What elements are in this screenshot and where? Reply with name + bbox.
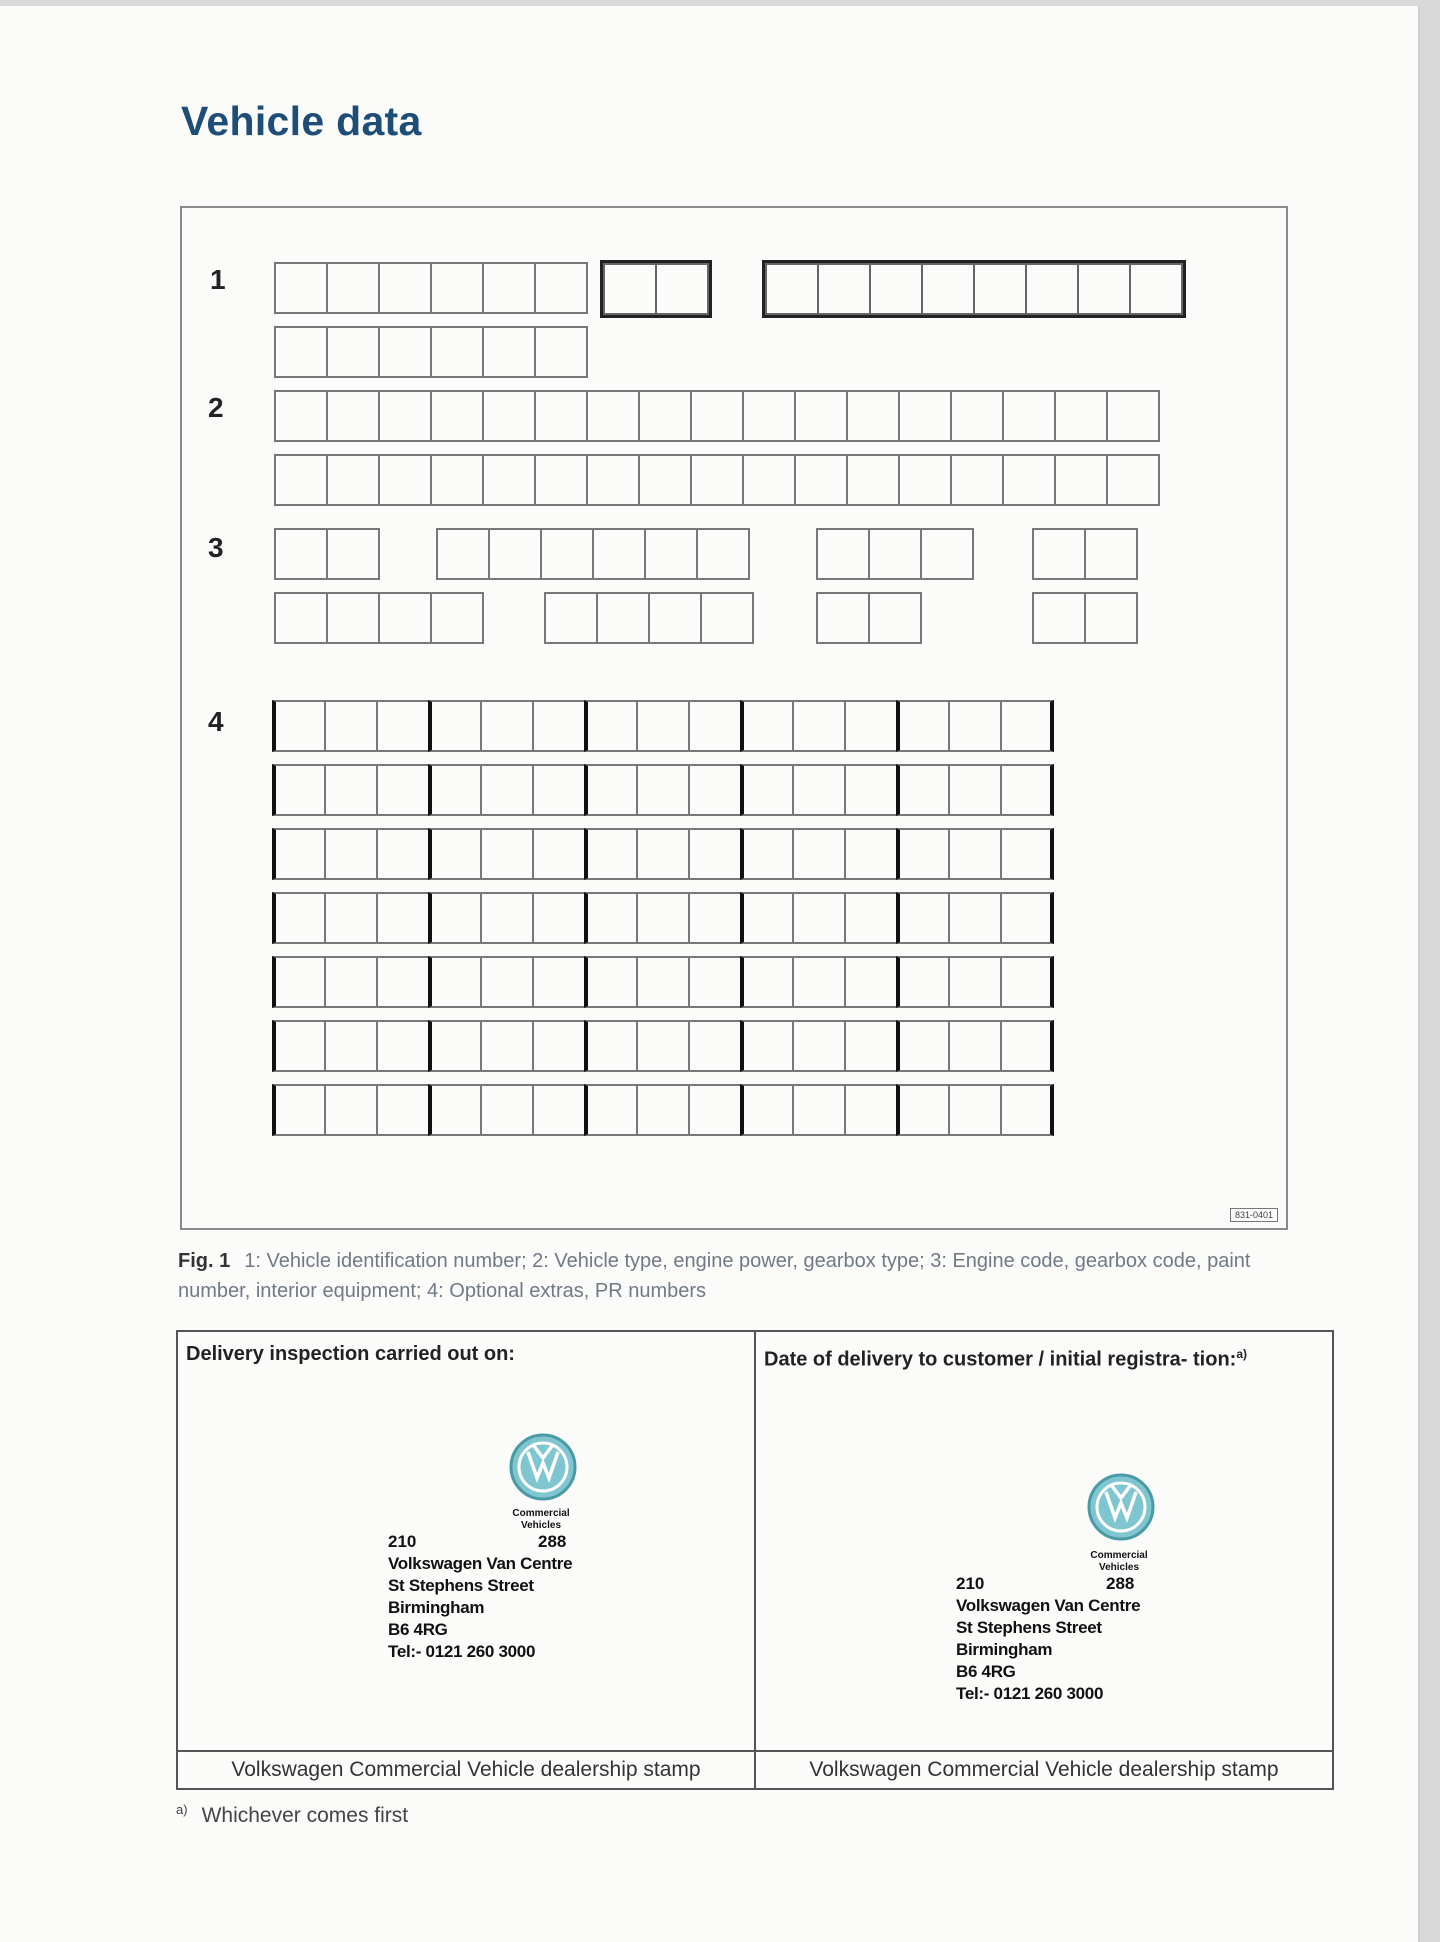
pr-number-box[interactable]: [792, 892, 846, 944]
vehicle-type-box[interactable]: [586, 390, 640, 442]
pr-number-box[interactable]: [376, 892, 430, 944]
pr-number-box[interactable]: [376, 828, 430, 880]
pr-number-box[interactable]: [532, 1084, 586, 1136]
vin-box[interactable]: [482, 326, 536, 378]
delivery-stamp-table: [176, 1330, 1334, 1790]
code-box[interactable]: [816, 528, 870, 580]
vehicle-type-box[interactable]: [1002, 390, 1056, 442]
pr-number-row: [274, 764, 1054, 816]
vehicle-type-box[interactable]: [742, 390, 796, 442]
paint-number-boxes-b: [816, 592, 922, 644]
vin-box[interactable]: [274, 262, 328, 314]
vehicle-type-box[interactable]: [846, 454, 900, 506]
vin-box[interactable]: [430, 262, 484, 314]
vin-boxes-group-d: [274, 326, 588, 378]
pr-number-box[interactable]: [844, 1020, 898, 1072]
engine-code-boxes: [274, 528, 380, 580]
pr-number-box[interactable]: [272, 892, 326, 944]
pr-number-box[interactable]: [480, 1020, 534, 1072]
footnote-marker: a): [176, 1802, 188, 1817]
vehicle-type-box[interactable]: [742, 454, 796, 506]
stamp-code-left: 210: [388, 1532, 417, 1551]
code-box[interactable]: [1084, 528, 1138, 580]
row-number-1: 1: [210, 264, 226, 295]
pr-number-box[interactable]: [844, 764, 898, 816]
pr-number-box[interactable]: [688, 764, 742, 816]
code-box[interactable]: [540, 528, 594, 580]
pr-number-box[interactable]: [428, 1084, 482, 1136]
vin-box[interactable]: [274, 326, 328, 378]
pr-number-box[interactable]: [896, 1020, 950, 1072]
vehicle-type-box[interactable]: [586, 454, 640, 506]
pr-number-box[interactable]: [1000, 1084, 1054, 1136]
interior-equipment-boxes-b: [1032, 592, 1138, 644]
pr-number-box[interactable]: [896, 956, 950, 1008]
pr-number-box[interactable]: [740, 1084, 794, 1136]
gearbox-code-boxes-a: [436, 528, 750, 580]
pr-number-box[interactable]: [636, 828, 690, 880]
pr-number-box[interactable]: [1000, 828, 1054, 880]
code-box[interactable]: [920, 528, 974, 580]
pr-number-box[interactable]: [844, 828, 898, 880]
pr-number-box[interactable]: [480, 700, 534, 752]
vehicle-type-box[interactable]: [378, 390, 432, 442]
stamp-postcode: B6 4RG: [956, 1662, 1016, 1681]
vin-box[interactable]: [326, 326, 380, 378]
pr-number-box[interactable]: [428, 892, 482, 944]
pr-number-box[interactable]: [636, 1020, 690, 1072]
pr-number-box[interactable]: [272, 764, 326, 816]
vehicle-type-box[interactable]: [1106, 454, 1160, 506]
dealership-stamp-label: Volkswagen Commercial Vehicle dealership stamp: [756, 1750, 1332, 1788]
pr-number-box[interactable]: [532, 1020, 586, 1072]
pr-number-box[interactable]: [740, 1020, 794, 1072]
vehicle-type-box[interactable]: [274, 454, 328, 506]
code-box[interactable]: [592, 528, 646, 580]
stamp-code-left: 210: [956, 1574, 985, 1593]
vin-box[interactable]: [430, 326, 484, 378]
delivery-inspection-heading: Delivery inspection carried out on:: [186, 1343, 515, 1365]
code-box[interactable]: [544, 592, 598, 644]
footnote-marker: a): [1236, 1347, 1247, 1361]
delivery-date-heading-text: Date of delivery to customer / initial registra- tion:: [764, 1348, 1237, 1371]
pr-number-box[interactable]: [324, 956, 378, 1008]
code-box[interactable]: [274, 592, 328, 644]
interior-equipment-boxes-a: [1032, 528, 1138, 580]
pr-number-box[interactable]: [688, 1084, 742, 1136]
stamp-dealer-name: Volkswagen Van Centre: [956, 1596, 1141, 1615]
footnote: [176, 1802, 408, 1828]
pr-number-box[interactable]: [636, 892, 690, 944]
vehicle-type-boxes-line-1: [274, 390, 1160, 442]
vin-box[interactable]: [534, 262, 588, 314]
pr-number-box[interactable]: [532, 764, 586, 816]
vehicle-type-box[interactable]: [482, 454, 536, 506]
figure-caption: [178, 1246, 1288, 1306]
code-box[interactable]: [644, 528, 698, 580]
pr-number-box[interactable]: [896, 1084, 950, 1136]
pr-number-box[interactable]: [480, 956, 534, 1008]
pr-number-box[interactable]: [428, 764, 482, 816]
vehicle-type-box[interactable]: [898, 390, 952, 442]
pr-number-box[interactable]: [688, 956, 742, 1008]
pr-number-box[interactable]: [324, 764, 378, 816]
gearbox-code-boxes-b: [544, 592, 754, 644]
pr-number-box[interactable]: [272, 700, 326, 752]
vehicle-type-box[interactable]: [534, 390, 588, 442]
vehicle-type-boxes-line-2: [274, 454, 1160, 506]
pr-number-box[interactable]: [948, 1020, 1002, 1072]
pr-number-box[interactable]: [844, 956, 898, 1008]
code-box[interactable]: [1032, 528, 1086, 580]
vehicle-type-box[interactable]: [1002, 454, 1056, 506]
vehicle-type-box[interactable]: [378, 454, 432, 506]
pr-number-box[interactable]: [636, 1084, 690, 1136]
code-box[interactable]: [378, 592, 432, 644]
code-box[interactable]: [488, 528, 542, 580]
row-number-2: 2: [208, 392, 224, 423]
vehicle-type-box[interactable]: [1054, 454, 1108, 506]
pr-number-box[interactable]: [844, 892, 898, 944]
vehicle-type-box[interactable]: [794, 390, 848, 442]
pr-number-box[interactable]: [740, 828, 794, 880]
pr-number-box[interactable]: [948, 892, 1002, 944]
pr-number-box[interactable]: [688, 700, 742, 752]
pr-number-box[interactable]: [584, 828, 638, 880]
figure-code: 831-0401: [1230, 1208, 1278, 1222]
pr-number-box[interactable]: [376, 700, 430, 752]
pr-number-row: [274, 700, 1054, 752]
pr-number-box[interactable]: [532, 700, 586, 752]
figure-caption-text: 1: Vehicle identification number; 2: Vehicle type, engine power, gearbox type; 3: Engine code, gearbox code, paint number, interior equipment; 4: Optional extras, PR numbers: [178, 1250, 1251, 1302]
row-number-4: 4: [208, 706, 224, 737]
vehicle-type-box[interactable]: [898, 454, 952, 506]
stamp-brand: [496, 1508, 586, 1532]
delivery-inspection-cell: [178, 1332, 756, 1788]
vin-box[interactable]: [482, 262, 536, 314]
code-box[interactable]: [700, 592, 754, 644]
vin-box[interactable]: [921, 263, 975, 315]
pr-number-box[interactable]: [584, 892, 638, 944]
code-box[interactable]: [430, 592, 484, 644]
pr-number-box[interactable]: [272, 1084, 326, 1136]
pr-number-box[interactable]: [324, 1084, 378, 1136]
vin-box[interactable]: [655, 263, 709, 315]
code-box[interactable]: [648, 592, 702, 644]
paint-number-boxes-a: [816, 528, 974, 580]
vehicle-type-box[interactable]: [638, 390, 692, 442]
row-number-3: 3: [208, 532, 224, 563]
pr-number-box[interactable]: [428, 828, 482, 880]
pr-number-box[interactable]: [1000, 956, 1054, 1008]
pr-number-box[interactable]: [948, 1084, 1002, 1136]
pr-number-box[interactable]: [1000, 1020, 1054, 1072]
stamp-postcode: B6 4RG: [388, 1620, 448, 1639]
pr-number-box[interactable]: [532, 828, 586, 880]
pr-number-box[interactable]: [948, 956, 1002, 1008]
pr-number-box[interactable]: [688, 892, 742, 944]
pr-number-box[interactable]: [480, 1084, 534, 1136]
figure-label: Fig. 1: [178, 1250, 231, 1272]
stamp-phone: Tel:- 0121 260 3000: [388, 1642, 536, 1661]
pr-number-row: [274, 828, 1054, 880]
stamp-street: St Stephens Street: [388, 1576, 534, 1595]
vin-box[interactable]: [378, 262, 432, 314]
pr-number-box[interactable]: [480, 892, 534, 944]
pr-number-box[interactable]: [844, 1084, 898, 1136]
pr-number-box[interactable]: [792, 956, 846, 1008]
vin-box[interactable]: [603, 263, 657, 315]
vehicle-type-box[interactable]: [846, 390, 900, 442]
pr-number-box[interactable]: [636, 956, 690, 1008]
pr-number-box[interactable]: [896, 764, 950, 816]
stamp-brand-line-1: Commercial: [1090, 1550, 1148, 1561]
vehicle-type-box[interactable]: [326, 390, 380, 442]
pr-number-box[interactable]: [272, 956, 326, 1008]
pr-number-row: [274, 892, 1054, 944]
pr-number-box[interactable]: [1000, 892, 1054, 944]
vin-box[interactable]: [1025, 263, 1079, 315]
stamp-city: Birmingham: [388, 1598, 485, 1617]
pr-number-box[interactable]: [480, 828, 534, 880]
engine-code-boxes-b: [274, 592, 484, 644]
code-box[interactable]: [436, 528, 490, 580]
stamp-brand: [1074, 1550, 1164, 1574]
vin-box[interactable]: [326, 262, 380, 314]
vehicle-type-box[interactable]: [274, 390, 328, 442]
manual-page: [0, 6, 1420, 1942]
vin-box[interactable]: [1129, 263, 1183, 315]
vin-box[interactable]: [869, 263, 923, 315]
pr-number-box[interactable]: [636, 764, 690, 816]
pr-number-box[interactable]: [792, 700, 846, 752]
vin-box[interactable]: [973, 263, 1027, 315]
code-box[interactable]: [816, 592, 870, 644]
pr-number-box[interactable]: [1000, 764, 1054, 816]
vehicle-type-box[interactable]: [690, 454, 744, 506]
vehicle-type-box[interactable]: [950, 390, 1004, 442]
stamp-phone: Tel:- 0121 260 3000: [956, 1684, 1104, 1703]
stamp-code-right: 288: [1106, 1574, 1135, 1593]
delivery-date-cell: [756, 1332, 1332, 1788]
pr-number-box[interactable]: [584, 764, 638, 816]
pr-number-box[interactable]: [272, 828, 326, 880]
pr-number-box[interactable]: [792, 1084, 846, 1136]
pr-number-box[interactable]: [272, 1020, 326, 1072]
pr-number-box[interactable]: [324, 828, 378, 880]
vehicle-type-box[interactable]: [430, 454, 484, 506]
pr-number-box[interactable]: [324, 892, 378, 944]
pr-number-box[interactable]: [584, 1084, 638, 1136]
vehicle-type-box[interactable]: [482, 390, 536, 442]
code-box[interactable]: [696, 528, 750, 580]
pr-number-box[interactable]: [948, 764, 1002, 816]
pr-number-box[interactable]: [896, 828, 950, 880]
pr-number-box[interactable]: [792, 828, 846, 880]
code-box[interactable]: [1084, 592, 1138, 644]
pr-number-box[interactable]: [376, 1020, 430, 1072]
pr-number-box[interactable]: [584, 1020, 638, 1072]
pr-number-box[interactable]: [428, 956, 482, 1008]
vehicle-data-figure: [180, 206, 1288, 1230]
vin-box[interactable]: [1077, 263, 1131, 315]
stamp-brand-line-2: Vehicles: [1098, 1562, 1140, 1573]
pr-number-box[interactable]: [740, 764, 794, 816]
stamp-city: Birmingham: [956, 1640, 1053, 1659]
vehicle-type-box[interactable]: [326, 454, 380, 506]
stamp-code-right: 288: [538, 1532, 567, 1551]
pr-number-row: [274, 1084, 1054, 1136]
pr-number-box[interactable]: [428, 700, 482, 752]
vehicle-type-box[interactable]: [950, 454, 1004, 506]
stamp-brand-line-1: Commercial: [512, 1508, 570, 1519]
pr-number-box[interactable]: [324, 700, 378, 752]
pr-number-box[interactable]: [1000, 700, 1054, 752]
vin-box[interactable]: [817, 263, 871, 315]
vin-boxes-group-a: [274, 262, 588, 314]
code-box[interactable]: [868, 528, 922, 580]
pr-number-box[interactable]: [636, 700, 690, 752]
pr-number-box[interactable]: [896, 700, 950, 752]
vehicle-type-box[interactable]: [690, 390, 744, 442]
pr-number-box[interactable]: [480, 764, 534, 816]
pr-number-box[interactable]: [376, 764, 430, 816]
code-box[interactable]: [868, 592, 922, 644]
pr-number-box[interactable]: [896, 892, 950, 944]
pr-number-box[interactable]: [688, 1020, 742, 1072]
vin-box[interactable]: [765, 263, 819, 315]
pr-number-box[interactable]: [844, 700, 898, 752]
vw-logo-icon: [508, 1432, 578, 1502]
pr-number-row: [274, 1020, 1054, 1072]
pr-number-box[interactable]: [688, 828, 742, 880]
pr-number-box[interactable]: [792, 764, 846, 816]
vehicle-type-box[interactable]: [794, 454, 848, 506]
vin-box[interactable]: [378, 326, 432, 378]
vehicle-type-box[interactable]: [638, 454, 692, 506]
pr-number-box[interactable]: [792, 1020, 846, 1072]
page-title: Vehicle data: [181, 98, 422, 144]
pr-number-box[interactable]: [376, 956, 430, 1008]
stamp-street: St Stephens Street: [956, 1618, 1102, 1637]
pr-number-box[interactable]: [948, 700, 1002, 752]
pr-number-box[interactable]: [740, 700, 794, 752]
stamp-dealer-name: Volkswagen Van Centre: [388, 1554, 573, 1573]
pr-number-box[interactable]: [584, 956, 638, 1008]
pr-number-box[interactable]: [740, 956, 794, 1008]
dealership-stamp-label: Volkswagen Commercial Vehicle dealership stamp: [178, 1750, 754, 1788]
vehicle-type-box[interactable]: [1054, 390, 1108, 442]
delivery-date-heading: [764, 1340, 1292, 1374]
code-box[interactable]: [596, 592, 650, 644]
pr-number-box[interactable]: [532, 956, 586, 1008]
pr-number-box[interactable]: [948, 828, 1002, 880]
pr-number-box[interactable]: [324, 1020, 378, 1072]
pr-number-box[interactable]: [532, 892, 586, 944]
code-box[interactable]: [1032, 592, 1086, 644]
pr-number-box[interactable]: [740, 892, 794, 944]
code-box[interactable]: [274, 528, 328, 580]
vin-boxes-group-c: [762, 260, 1186, 318]
vehicle-type-box[interactable]: [1106, 390, 1160, 442]
code-box[interactable]: [326, 528, 380, 580]
pr-number-box[interactable]: [376, 1084, 430, 1136]
vin-box[interactable]: [534, 326, 588, 378]
pr-number-row: [274, 956, 1054, 1008]
code-box[interactable]: [326, 592, 380, 644]
vehicle-type-box[interactable]: [534, 454, 588, 506]
pr-number-box[interactable]: [428, 1020, 482, 1072]
stamp-brand-line-2: Vehicles: [520, 1520, 562, 1531]
vw-logo-icon: [1086, 1472, 1156, 1542]
pr-number-box[interactable]: [584, 700, 638, 752]
footnote-text: Whichever comes first: [201, 1804, 409, 1827]
vin-boxes-group-b: [600, 260, 712, 318]
vehicle-type-box[interactable]: [430, 390, 484, 442]
